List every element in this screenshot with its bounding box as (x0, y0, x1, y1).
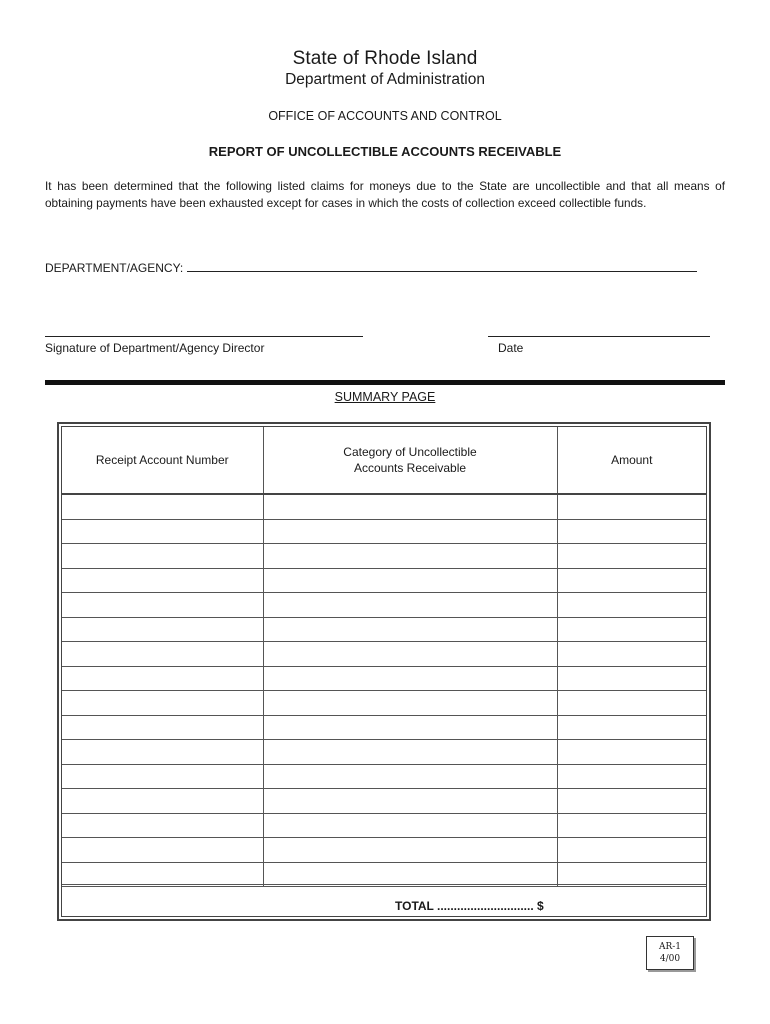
amount-cell[interactable] (557, 789, 706, 814)
category-cell[interactable] (263, 617, 557, 642)
department-agency-label: DEPARTMENT/AGENCY: (45, 261, 184, 275)
state-title: State of Rhode Island (292, 48, 478, 69)
amount-cell[interactable] (557, 544, 706, 569)
form-code: AR-1 (658, 942, 682, 952)
amount-cell[interactable] (557, 617, 706, 642)
table-row (62, 715, 706, 740)
total-label: TOTAL ............................. $ (395, 899, 544, 913)
category-cell[interactable] (263, 642, 557, 667)
table-row (62, 593, 706, 618)
amount-cell[interactable] (557, 691, 706, 716)
date-line[interactable] (488, 336, 710, 337)
column-header-category: Category of Uncollectible Accounts Receivable (263, 427, 557, 494)
office-title: OFFICE OF ACCOUNTS AND CONTROL (268, 109, 502, 123)
category-cell[interactable] (263, 593, 557, 618)
table-row (62, 642, 706, 667)
table-row (62, 666, 706, 691)
signature-line[interactable] (45, 336, 363, 337)
intro-paragraph: It has been determined that the following listed claims for moneys due to the State are uncollectible and that all means of obtaining payments have been exhausted except for cases in which the costs of collection exceed collectible funds. (45, 179, 725, 210)
amount-cell[interactable] (557, 642, 706, 667)
receipt-account-cell[interactable] (62, 715, 263, 740)
department-agency-field (45, 261, 697, 275)
summary-page-title: SUMMARY PAGE (334, 390, 436, 404)
receipt-account-cell[interactable] (62, 494, 263, 519)
department-title: Department of Administration (285, 71, 485, 88)
amount-cell[interactable] (557, 715, 706, 740)
date-label: Date (498, 341, 524, 355)
category-cell[interactable] (263, 764, 557, 789)
category-cell[interactable] (263, 666, 557, 691)
receipt-account-cell[interactable] (62, 764, 263, 789)
category-cell[interactable] (263, 715, 557, 740)
category-cell[interactable] (263, 568, 557, 593)
receipt-account-cell[interactable] (62, 789, 263, 814)
table-header-row (62, 427, 706, 494)
receipt-account-cell[interactable] (62, 593, 263, 618)
receipt-account-cell[interactable] (62, 813, 263, 838)
amount-cell[interactable] (557, 593, 706, 618)
amount-cell[interactable] (557, 862, 706, 887)
report-title: REPORT OF UNCOLLECTIBLE ACCOUNTS RECEIVABLE (208, 144, 562, 159)
category-cell[interactable] (263, 838, 557, 863)
table-row (62, 838, 706, 863)
amount-cell[interactable] (557, 764, 706, 789)
section-divider (45, 380, 725, 385)
table-row (62, 691, 706, 716)
category-cell[interactable] (263, 789, 557, 814)
summary-table (57, 422, 711, 921)
amount-cell[interactable] (557, 666, 706, 691)
table-row (62, 544, 706, 569)
receipt-account-cell[interactable] (62, 862, 263, 887)
column-header-receipt-account: Receipt Account Number (62, 427, 263, 494)
amount-cell[interactable] (557, 740, 706, 765)
amount-cell[interactable] (557, 494, 706, 519)
amount-cell[interactable] (557, 813, 706, 838)
table-row (62, 568, 706, 593)
table-row (62, 617, 706, 642)
category-cell[interactable] (263, 862, 557, 887)
summary-grid (62, 427, 706, 887)
category-cell[interactable] (263, 519, 557, 544)
receipt-account-cell[interactable] (62, 519, 263, 544)
table-row (62, 764, 706, 789)
receipt-account-cell[interactable] (62, 691, 263, 716)
receipt-account-cell[interactable] (62, 838, 263, 863)
table-row (62, 813, 706, 838)
table-row (62, 519, 706, 544)
form-code-box (646, 936, 694, 970)
total-row (62, 884, 706, 916)
category-cell[interactable] (263, 813, 557, 838)
receipt-account-cell[interactable] (62, 666, 263, 691)
amount-cell[interactable] (557, 838, 706, 863)
column-header-amount: Amount (557, 427, 706, 494)
receipt-account-cell[interactable] (62, 568, 263, 593)
receipt-account-cell[interactable] (62, 544, 263, 569)
category-cell[interactable] (263, 494, 557, 519)
signature-label: Signature of Department/Agency Director (45, 341, 265, 355)
category-cell[interactable] (263, 544, 557, 569)
amount-cell[interactable] (557, 519, 706, 544)
table-row (62, 789, 706, 814)
department-agency-input[interactable] (187, 271, 697, 272)
table-row (62, 862, 706, 887)
receipt-account-cell[interactable] (62, 642, 263, 667)
table-row (62, 494, 706, 519)
amount-cell[interactable] (557, 568, 706, 593)
category-cell[interactable] (263, 691, 557, 716)
table-row (62, 740, 706, 765)
form-revision-date: 4/00 (659, 954, 681, 964)
receipt-account-cell[interactable] (62, 740, 263, 765)
category-cell[interactable] (263, 740, 557, 765)
receipt-account-cell[interactable] (62, 617, 263, 642)
